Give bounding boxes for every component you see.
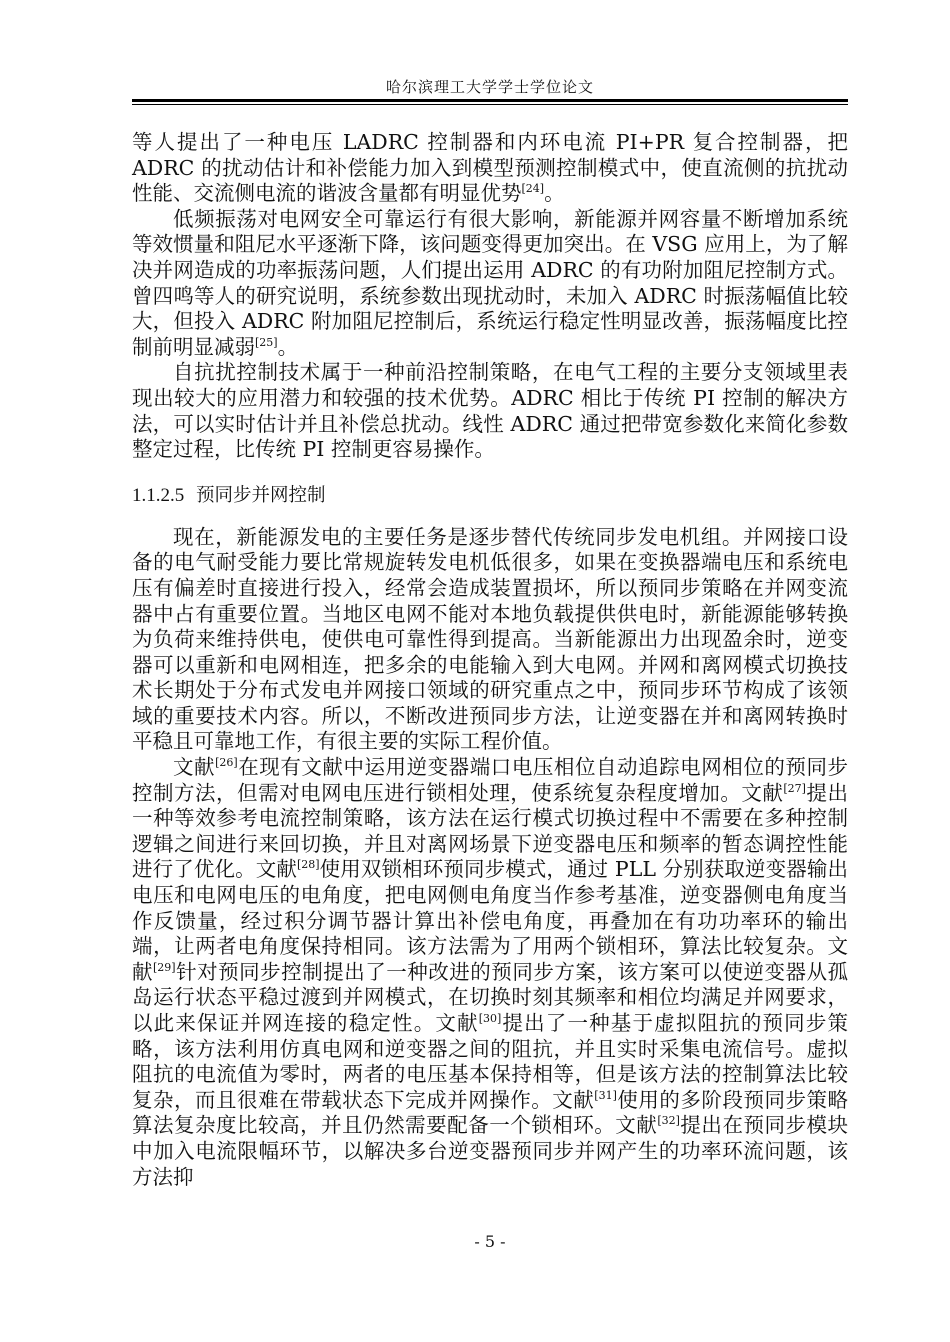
citation-ref: [31] <box>594 1088 617 1102</box>
paragraphs-before-section <box>132 130 848 463</box>
paragraph-text: 使用双锁相环预同步模式，通过 PLL 分别获取逆变器输出电压和电网电压的电角度，把电网侧电角度当作参考基准，逆变器侧电角度当作反馈量，经过积分调节器计算出补偿电角度，再叠加在有功功率环的输出端，让两者电角度保持相同。该方法需为了用两个锁相环，算法比较复杂。文献 <box>132 857 848 984</box>
paragraph-text: 提出一种等效参考电流控制策略，该方法在运行模式切换过程中不需要在多种控制逻辑之间进行来回切换，并且对离网场景下逆变器电压和频率的暂态调控性能进行了优化。文献 <box>132 780 849 882</box>
section-title: 预同步并网控制 <box>196 484 326 506</box>
paragraph-text: 提出在预同步模块中加入电流限幅环节，以解决多台逆变器预同步并网产生的功率环流问题，该方法抑 <box>132 1113 849 1189</box>
header-rule-thick <box>132 99 848 102</box>
body-paragraph <box>132 130 848 207</box>
page-body <box>132 130 848 1190</box>
paragraph-text: 低频振荡对电网安全可靠运行有很大影响，新能源并网容量不断增加系统等效惯量和阻尼水平逐渐下降，该问题变得更加突出。在 VSG 应用上，为了解决并网造成的功率振荡问题，人们提出运用 ADRC 的有功附加阻尼控制方式。曾四鸣等人的研究说明，系统参数出现扰动时，未加入 ADRC 时振荡幅值比较大，但投入 ADRC 附加阻尼控制后，系统运行稳定性明显改善，振荡幅度比控制前明显减弱 <box>132 206 848 359</box>
section-number: 1.1.2.5 <box>132 484 185 506</box>
paragraph-text: 在现有文献中运用逆变器端口电压相位自动追踪电网相位的预同步控制方法，但需对电网电压进行锁相处理，使系统复杂程度增加。文献 <box>132 755 849 805</box>
paragraph-text: 现在，新能源发电的主要任务是逐步替代传统同步发电机组。并网接口设备的电气耐受能力要比常规旋转发电机低很多，如果在变换器端电压和系统电压有偏差时直接进行投入，经常会造成装置损坏，所以预同步策略在并网变流器中占有重要位置。当地区电网不能对本地负载提供供电时，新能源能够转换为负荷来维持供电，使供电可靠性得到提高。当新能源出力出现盈余时，逆变器可以重新和电网相连，把多余的电能输入到大电网。并网和离网模式切换技术长期处于分布式发电并网接口领域的研究重点之中，预同步环节构成了该领域的重要技术内容。所以，不断改进预同步方法，让逆变器在并和离网转换时平稳且可靠地工作，有很主要的实际工程价值。 <box>132 524 848 754</box>
page-number: - 5 - <box>474 1232 506 1251</box>
body-paragraph <box>132 207 848 361</box>
citation-ref: [27] <box>783 781 806 795</box>
body-paragraph <box>132 755 848 1190</box>
citation-ref: [32] <box>657 1114 680 1128</box>
citation-ref: [30] <box>478 1012 502 1025</box>
paragraph-text: 提出了一种基于虚拟阻抗的预同步策略，该方法利用仿真电网和逆变器之间的阻抗，并且实时采集电流信号。虚拟阻抗的电流值为零时，两者的电压基本保持相等，但是该方法的控制算法比较复杂，而且很难在带载状态下完成并网操作。文献 <box>132 1011 848 1112</box>
paragraph-text: 文献 <box>173 755 216 780</box>
section-heading <box>132 483 848 509</box>
citation-ref: [28] <box>296 858 320 872</box>
paragraph-text: 自抗扰控制技术属于一种前沿控制策略，在电气工程的主要分支领域里表现出较大的应用潜力和较强的技术优势。ADRC 相比于传统 PI 控制的解决方法，可以实时估计并且补偿总扰动。线性 ADRC 通过把带宽参数化来简化参数整定过程，比传统 PI 控制更容易操作。 <box>132 360 848 462</box>
paragraphs-after-section <box>132 525 848 1190</box>
citation-ref: [25] <box>255 335 278 349</box>
paragraph-text: 针对预同步控制提出了一种改进的预同步方案，该方案可以使逆变器从孤岛运行状态平稳过渡到并网模式，在切换时刻其频率和相位均满足并网要求，以此来保证并网连接的稳定性。文献 <box>132 959 849 1035</box>
header-rule-thin <box>132 104 848 105</box>
citation-ref: [29] <box>153 960 176 974</box>
citation-ref: [24] <box>521 182 545 196</box>
paragraph-text: 。 <box>544 181 565 206</box>
paragraph-text: 使用的多阶段预同步策略算法复杂度比较高，并且仍然需要配备一个锁相环。文献 <box>132 1087 849 1138</box>
header-title: 哈尔滨理工大学学士学位论文 <box>385 78 594 96</box>
body-paragraph <box>132 360 848 462</box>
citation-ref: [26] <box>215 756 238 770</box>
paragraph-text: 。 <box>277 334 299 359</box>
paragraph-text: 等人提出了一种电压 LADRC 控制器和内环电流 PI+PR 复合控制器，把 ADRC 的扰动估计和补偿能力加入到模型预测控制模式中，使直流侧的抗扰动性能、交流侧电流的谐波含量都有明显优势 <box>132 130 848 206</box>
body-paragraph <box>132 525 848 755</box>
